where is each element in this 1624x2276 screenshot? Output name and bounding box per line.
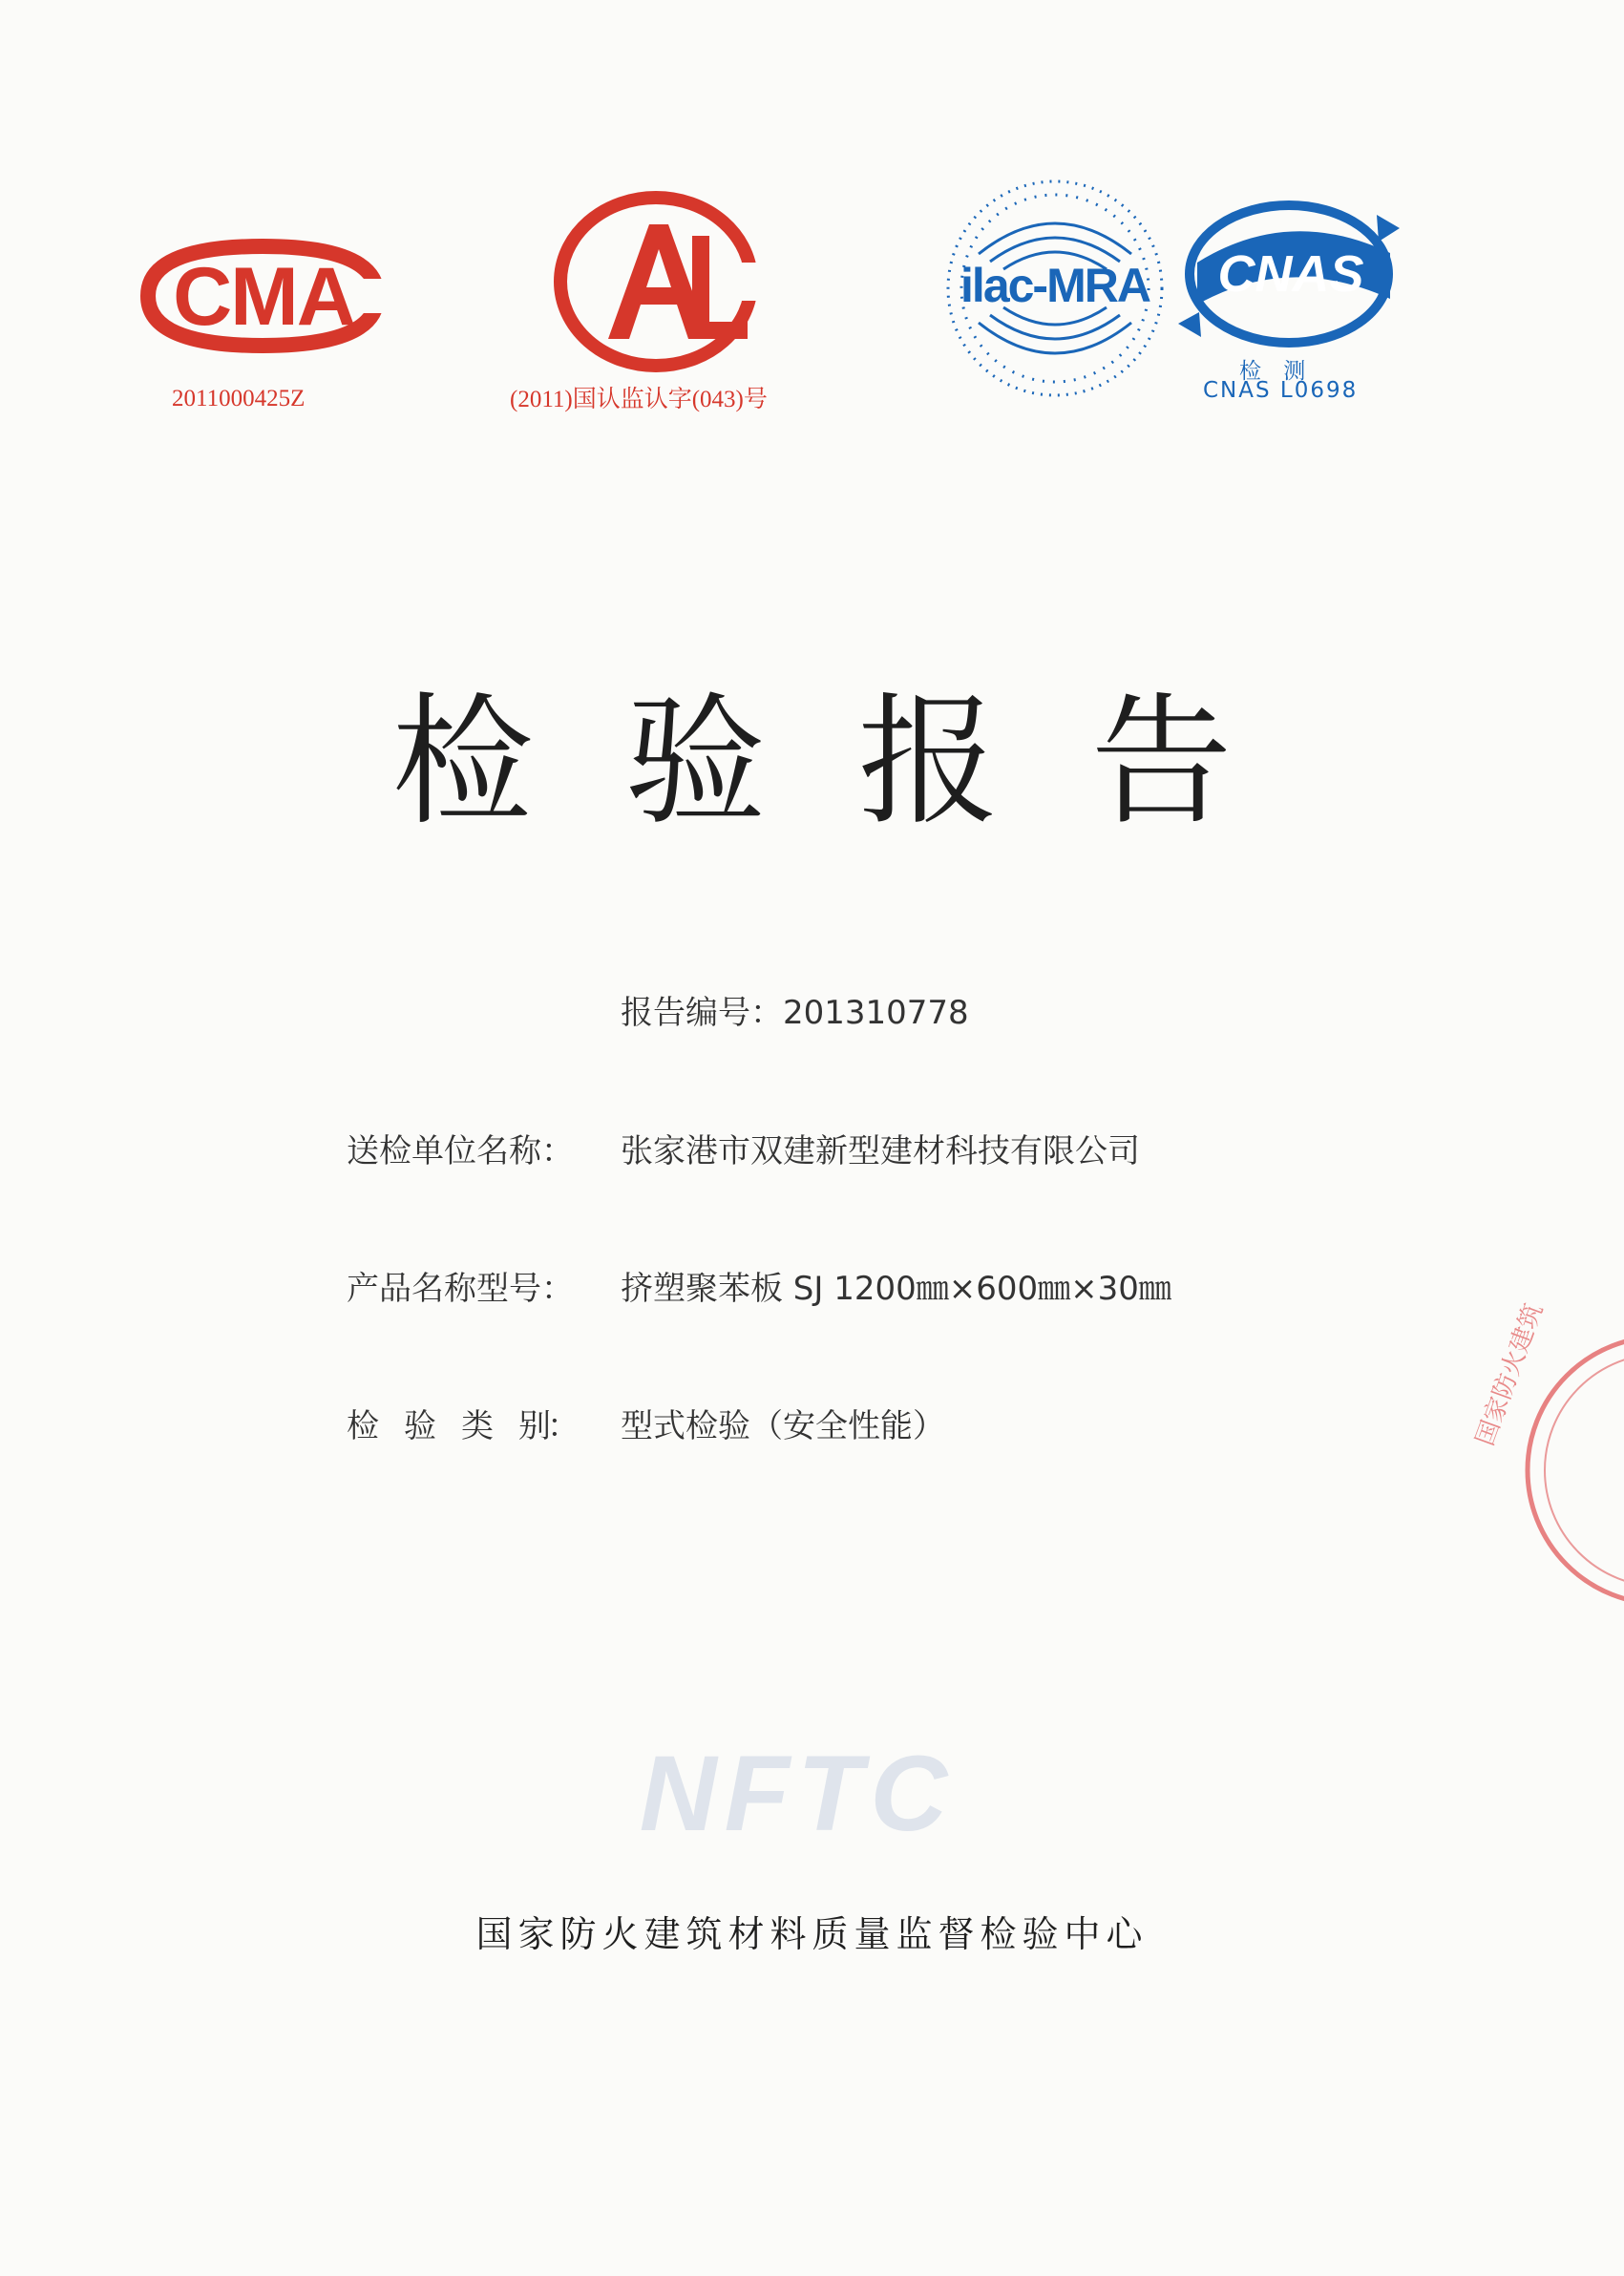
field-value: 张家港市双建新型建材科技有限公司 — [621, 1132, 1140, 1170]
field-value: 型式检验（安全性能） — [621, 1407, 945, 1445]
field-label: 送检单位名称： — [347, 1132, 574, 1170]
cma-mark: CMA — [173, 251, 354, 343]
field-value: 挤塑聚苯板 SJ 1200㎜×600㎜×30㎜ — [621, 1270, 1171, 1308]
issuing-organization: 国家防火建筑材料质量监督检验中心 — [475, 1913, 1149, 1955]
cnas-caption-bottom: CNAS L0698 — [1203, 378, 1359, 403]
nftc-watermark-text: NFTC — [639, 1734, 956, 1853]
report-number — [621, 986, 969, 1033]
ilac-mra-logo — [940, 174, 1170, 403]
field-row-product — [347, 1262, 1171, 1309]
field-row-submitter — [347, 1125, 1140, 1171]
seal-stamp — [1470, 1299, 1624, 1613]
seal-text: 国家防火建筑 — [1470, 1299, 1550, 1450]
cnas-logo — [1174, 186, 1403, 353]
field-label: 检 验 类 别： — [347, 1407, 576, 1445]
cma-caption: 2011000425Z — [172, 386, 306, 411]
report-number-value: 201310778 — [783, 994, 969, 1032]
report-number-label: 报告编号： — [621, 994, 783, 1032]
field-label: 产品名称型号： — [347, 1270, 574, 1308]
cnas-mark: CNAS — [1217, 245, 1364, 303]
cnas-caption-top: 检 测 — [1239, 359, 1314, 384]
cma-logo — [134, 229, 391, 363]
cal-caption: (2011)国认监认字(043)号 — [510, 387, 768, 412]
nftc-watermark — [625, 1734, 969, 1853]
field-row-inspection-type — [347, 1400, 945, 1446]
page-title: 检验报告 — [391, 680, 1324, 844]
ilac-mra-mark: ilac-MRA — [960, 259, 1149, 312]
cal-logo — [549, 186, 769, 377]
